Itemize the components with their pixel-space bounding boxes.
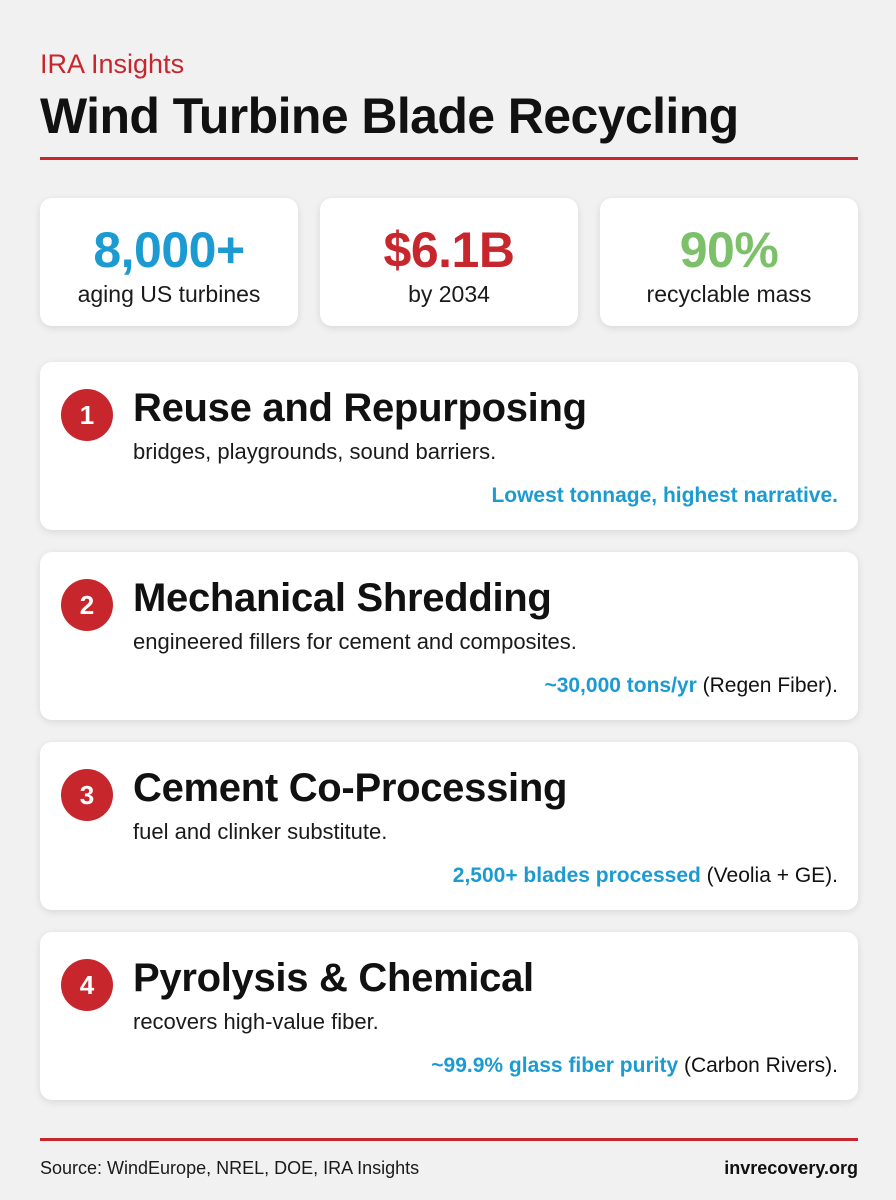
method-description: recovers high-value fiber. xyxy=(133,1009,379,1034)
page-title: Wind Turbine Blade Recycling xyxy=(40,88,739,144)
method-description: fuel and clinker substitute. xyxy=(133,819,388,844)
method-note xyxy=(431,1052,838,1080)
method-description: engineered fillers for cement and composites. xyxy=(133,629,577,654)
method-title: Mechanical Shredding xyxy=(133,576,552,620)
stat-label: by 2034 xyxy=(408,281,490,307)
method-title: Reuse and Repurposing xyxy=(133,386,587,430)
method-highlight: Lowest tonnage, highest narrative. xyxy=(491,484,838,507)
method-card-reuse xyxy=(40,362,858,530)
method-highlight: 2,500+ blades processed xyxy=(452,864,701,887)
method-card-shredding xyxy=(40,552,858,720)
site-link[interactable]: invrecovery.org xyxy=(724,1158,858,1178)
source-credit: Source: WindEurope, NREL, DOE, IRA Insights xyxy=(40,1158,420,1178)
bottom-divider xyxy=(40,1138,858,1141)
stat-label: aging US turbines xyxy=(77,281,261,307)
stat-card-market xyxy=(320,198,578,326)
top-divider xyxy=(40,157,858,160)
step-number-badge: 4 xyxy=(61,959,113,1011)
stat-value: 90% xyxy=(679,222,779,278)
method-title: Cement Co-Processing xyxy=(133,766,568,810)
stat-value: $6.1B xyxy=(383,222,515,278)
method-card-pyrolysis xyxy=(40,932,858,1100)
method-card-cement xyxy=(40,742,858,910)
method-source: (Carbon Rivers). xyxy=(678,1054,838,1077)
stat-value: 8,000+ xyxy=(93,222,245,278)
method-note xyxy=(491,482,838,510)
method-source: (Regen Fiber). xyxy=(696,674,838,697)
stat-card-recyclable xyxy=(600,198,858,326)
method-highlight: ~99.9% glass fiber purity xyxy=(431,1054,679,1077)
method-highlight: ~30,000 tons/yr xyxy=(544,674,697,697)
method-title: Pyrolysis & Chemical xyxy=(133,956,534,1000)
step-number-badge: 3 xyxy=(61,769,113,821)
step-number-badge: 2 xyxy=(61,579,113,631)
method-description: bridges, playgrounds, sound barriers. xyxy=(133,439,497,464)
method-note xyxy=(544,672,838,700)
step-number-badge: 1 xyxy=(61,389,113,441)
header xyxy=(40,48,858,146)
method-source: (Veolia + GE). xyxy=(700,864,838,887)
stats-row xyxy=(40,198,858,326)
method-note xyxy=(453,862,838,890)
stat-label: recyclable mass xyxy=(646,281,812,307)
kicker: IRA Insights xyxy=(40,49,185,79)
stat-card-turbines xyxy=(40,198,298,326)
